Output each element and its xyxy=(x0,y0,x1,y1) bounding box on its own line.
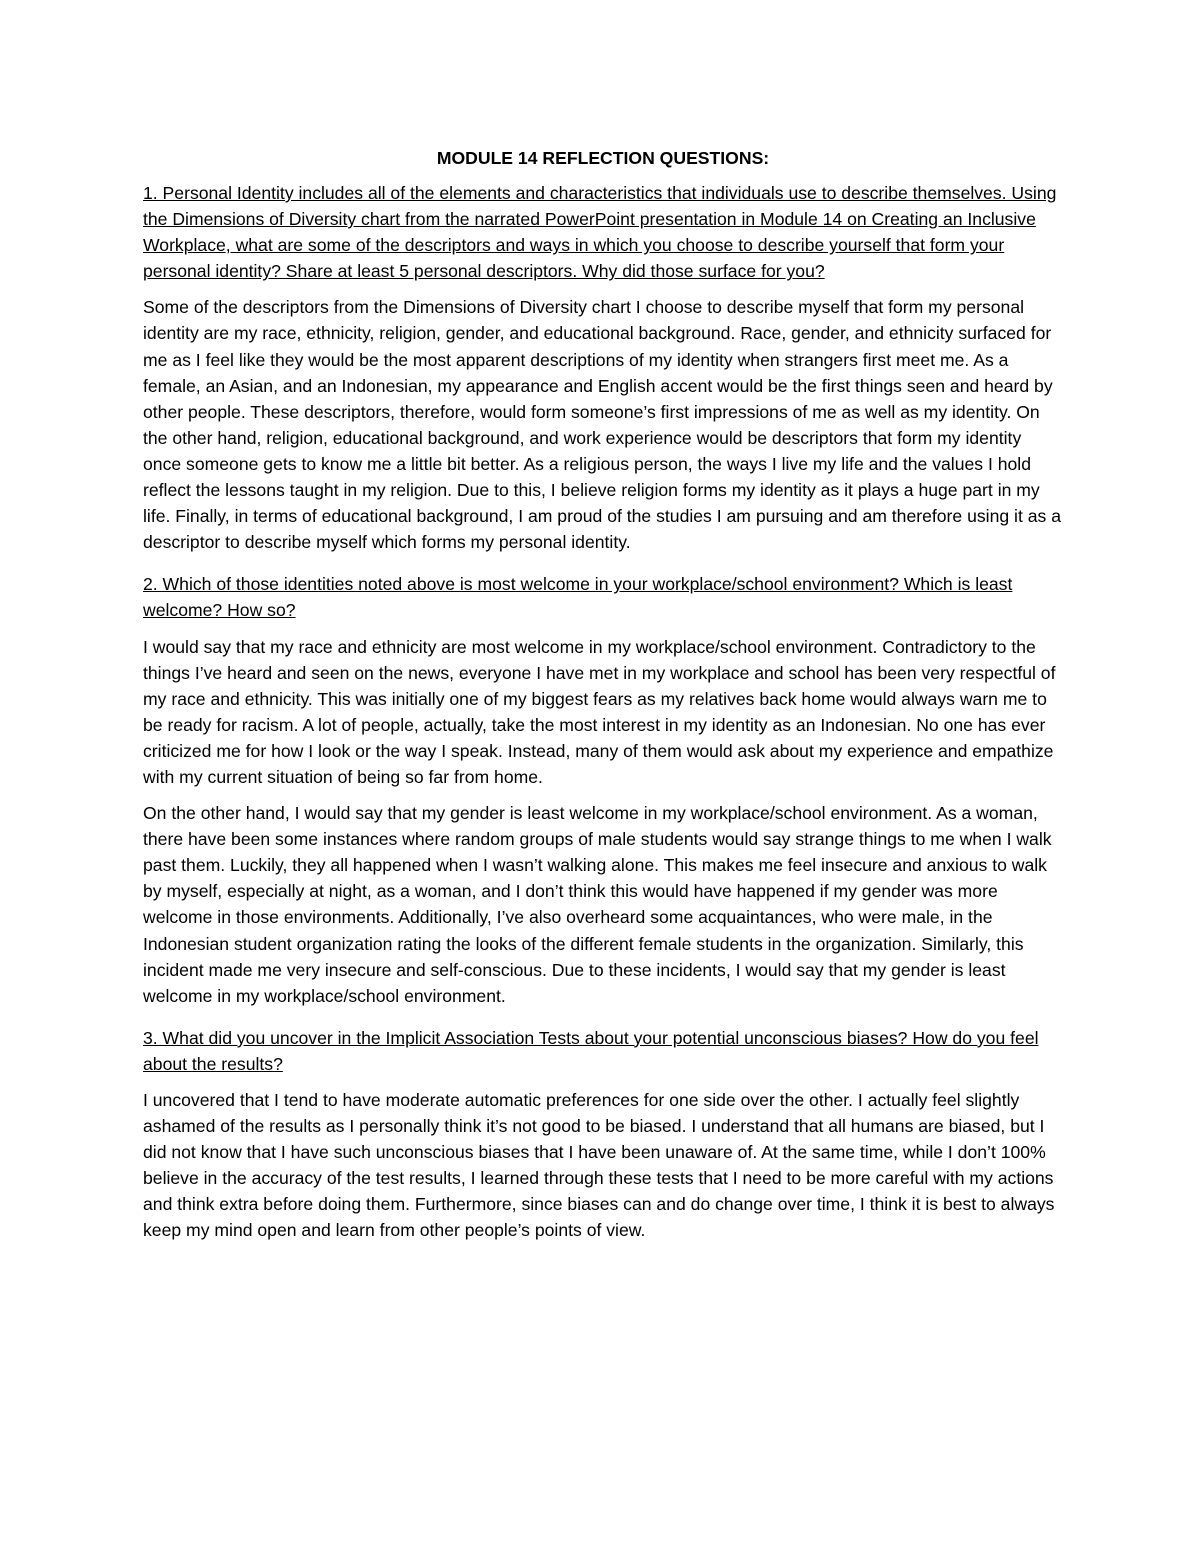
question-2: 2. Which of those identities noted above is most welcome in your workplace/school environment? Which is least welcome? How so? xyxy=(143,574,1013,621)
document-page xyxy=(143,146,1063,1254)
question-3: 3. What did you uncover in the Implicit Association Tests about your potential unconscious biases? How do you feel about the results? xyxy=(143,1027,1039,1074)
section-1 xyxy=(143,180,1063,555)
section-2 xyxy=(143,571,1063,1009)
answer-2-paragraph-1: I would say that my race and ethnicity are most welcome in my workplace/school environment. Contradictory to the things I’ve heard and seen on the news, everyone I have met in my workplace and school has been very respectful of my race and ethnicity. This was initially one of my biggest fears as my relatives back home would always warn me to be ready for racism. A lot of people, actually, take the most interest in my identity as an Indonesian. No one has ever criticized me for how I look or the way I speak. Instead, many of them would ask about my experience and empathize with my current situation of being so far from home. xyxy=(143,636,1056,787)
answer-1-paragraph-1: Some of the descriptors from the Dimensions of Diversity chart I choose to describe myself that form my personal identity are my race, ethnicity, religion, gender, and educational background. Race, gender, and ethnicity surfaced for me as I feel like they would be the most apparent descriptions of my identity when strangers first meet me. As a female, an Asian, and an Indonesian, my appearance and English accent would be the first things seen and heard by other people. These descriptors, therefore, would form someone’s first impressions of me as well as my identity. On the other hand, religion, educational background, and work experience would be descriptors that form my identity once someone gets to know me a little bit better. As a religious person, the ways I live my life and the values I hold reflect the lessons taught in my religion. Due to this, I believe religion forms my identity as it plays a huge part in my life. Finally, in terms of educational background, I am proud of the studies I am pursuing and am therefore using it as a descriptor to describe myself which forms my personal identity. xyxy=(143,297,1061,553)
question-1: 1. Personal Identity includes all of the elements and characteristics that individuals use to describe themselves. Using the Dimensions of Diversity chart from the narrated PowerPoint presentation in Module 14 on Creating an Inclusive Workplace, what are some of the descriptors and ways in which you choose to describe yourself that form your personal identity? Share at least 5 personal descriptors. Why did those surface for you? xyxy=(143,183,1057,282)
section-3 xyxy=(143,1025,1063,1244)
answer-2-paragraph-2: On the other hand, I would say that my gender is least welcome in my workplace/school environment. As a woman, there have been some instances where random groups of male students would say strange things to me when I walk past them. Luckily, they all happened when I wasn’t walking alone. This makes me feel insecure and anxious to walk by myself, especially at night, as a woman, and I don’t think this would have happened if my gender was more welcome in those environments. Additionally, I’ve also overheard some acquaintances, who were male, in the Indonesian student organization rating the looks of the different female students in the organization. Similarly, this incident made me very insecure and self-conscious. Due to these incidents, I would say that my gender is least welcome in my workplace/school environment. xyxy=(143,803,1052,1006)
document-title: MODULE 14 REFLECTION QUESTIONS: xyxy=(436,148,770,168)
answer-3-paragraph-1: I uncovered that I tend to have moderate automatic preferences for one side over the other. I actually feel slightly ashamed of the results as I personally think it’s not good to be biased. I understand that all humans are biased, but I did not know that I have such unconscious biases that I have been unaware of. At the same time, while I don’t 100% believe in the accuracy of the test results, I learned through these tests that I need to be more careful with my actions and think extra before doing them. Furthermore, since biases can and do change over time, I think it is best to always keep my mind open and learn from other people’s points of view. xyxy=(143,1090,1055,1241)
